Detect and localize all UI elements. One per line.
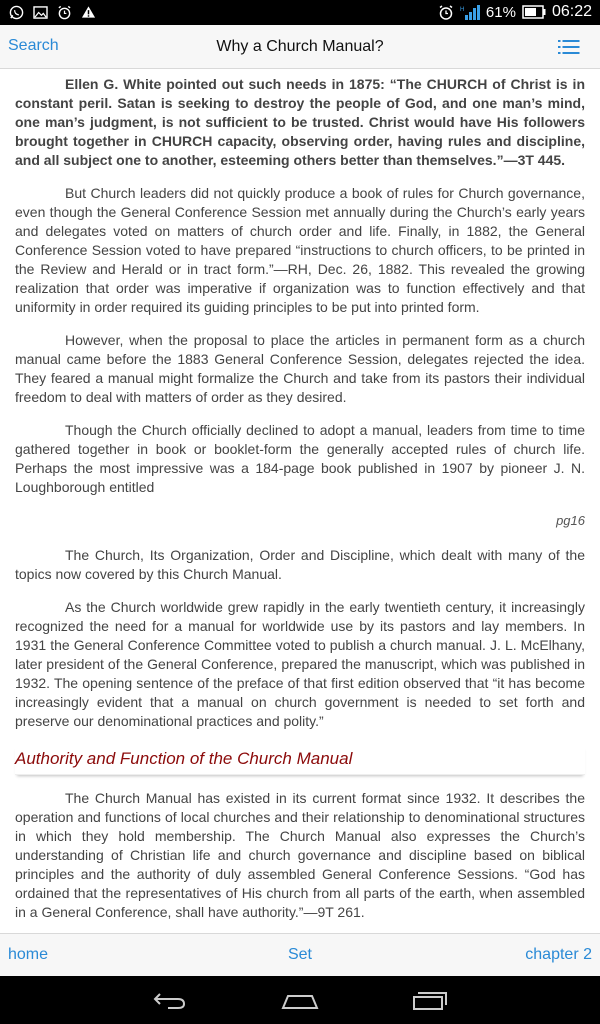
app-header	[0, 25, 600, 69]
recent-apps-icon[interactable]	[410, 988, 450, 1012]
clock: 06:22	[551, 3, 592, 20]
svg-text:H: H	[459, 6, 465, 13]
status-bar	[0, 0, 600, 25]
home-icon[interactable]	[280, 988, 320, 1012]
paragraph: Though the Church officially declined to adopt a manual, leaders from time to time gathered together in book or booklet-form the generally accepted rules of church life. Perhaps the most impressive was a 184-page book published in 1907 by pioneer J. N. Loughborough entitled	[15, 422, 585, 495]
back-icon[interactable]	[150, 988, 190, 1012]
paragraph: Ellen G. White pointed out such needs in 1875: “The CHURCH of Christ is in constant peril. Satan is seeking to destroy the people of God, and one man’s mind, one man’s judgment, is not sufficient to be trusted. Christ would have His followers brought together in CHURCH capacity, observing order, having rules and discipline, and all subject one to another, esteeming others better than themselves.”—3T 445.	[15, 76, 585, 168]
battery-icon	[522, 4, 546, 20]
signal-icon	[460, 4, 480, 20]
paragraph: However, when the proposal to place the articles in permanent form as a church manual came before the 1883 General Conference Session, delegates rejected the idea. They feared a manual might formalize the Church and take from its pastors their individual freedom to deal with matters of order as they desired.	[15, 332, 585, 405]
paragraph: But Church leaders did not quickly produce a book of rules for Church governance, even though the General Conference Session met annually during the Church’s early years and delegates voted on matters of church order and life. Finally, in 1882, the General Conference Session voted to have prepared “instructions to church officers, to be printed in the Review and Herald or in tract form.”—RH, Dec. 26, 1882. This revealed the growing realization that order was imperative if organization was to function effectively and that uniformity in order required its guiding principles to be put into printed form.	[15, 185, 585, 315]
section-heading: Authority and Function of the Church Manual	[15, 745, 585, 775]
battery-level: 61%	[485, 3, 516, 21]
page-title: Why a Church Manual?	[216, 38, 384, 55]
image-icon	[32, 4, 48, 20]
list-menu-icon[interactable]	[558, 39, 580, 55]
page-marker: pg16	[556, 513, 585, 528]
alarm-icon	[438, 4, 454, 20]
paragraph: The Church, Its Organization, Order and Discipline, which dealt with many of the topics now covered by this Church Manual.	[15, 547, 585, 582]
set-button[interactable]: Set	[287, 946, 312, 963]
alarm-icon	[56, 4, 72, 20]
search-button[interactable]: Search	[8, 37, 59, 54]
home-button[interactable]: home	[8, 946, 49, 963]
paragraph: The Church Manual has existed in its current format since 1932. It describes the operation and functions of local churches and their relationship to denominational structures in which they hold membership. The Church Manual also expresses the Church’s understanding of Christian life and church governance and discipline based on biblical principles and the authority of duly assembled General Conference Sessions. “God has ordained that the representatives of His church from all parts of the earth, when assembled in a General Conference, shall have authority.”—9T 261.	[15, 790, 585, 920]
warning-icon	[80, 4, 96, 20]
system-nav-bar	[0, 976, 600, 1024]
whatsapp-icon	[8, 4, 24, 20]
paragraph: As the Church worldwide grew rapidly in the early twentieth century, it increasingly recognized the need for a manual for worldwide use by its pastors and lay members. In 1931 the General Conference Committee voted to publish a church manual. J. L. McElhany, later president of the General Conference, prepared the manuscript, which was published in 1932. The opening sentence of the preface of that first edition observed that “it has become increasingly evident that a manual on church government is needed to set forth and preserve our denominational practices and polity.”	[15, 599, 585, 729]
chapter-button[interactable]: chapter 2	[525, 946, 592, 963]
footer-bar	[0, 933, 600, 977]
reading-pane[interactable]	[0, 69, 600, 933]
